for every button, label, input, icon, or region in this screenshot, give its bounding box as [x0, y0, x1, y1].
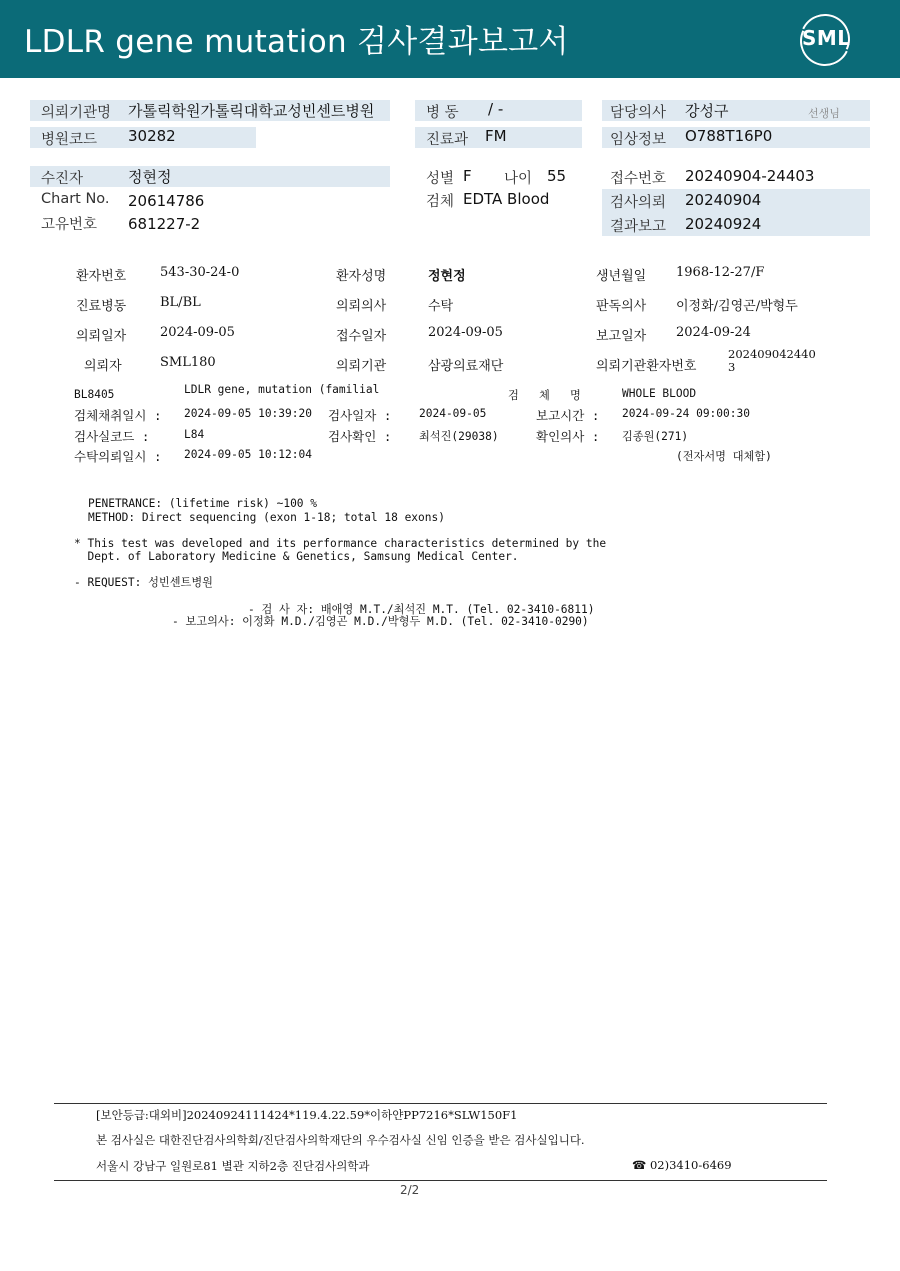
sex-label: 성별	[426, 171, 455, 187]
note-line-1: * This test was developed and its performance characteristics determined by the	[74, 537, 607, 550]
chart-value: 20614786	[128, 192, 205, 210]
reporter-line: - 보고의사: 이정화 M.D./김영곤 M.D./박형두 M.D. (Tel. 02-3410-0290)	[172, 615, 589, 628]
detail-value: 2024-09-05	[428, 325, 503, 340]
bar-patient	[30, 166, 390, 187]
report-time-value: 2024-09-24 09:00:30	[622, 407, 750, 420]
confirm-doc-value: 김종원(271)	[622, 430, 689, 443]
age-value: 55	[547, 167, 567, 185]
detail-label: 판독의사	[596, 299, 647, 314]
detail-label: 의뢰일자	[76, 329, 127, 344]
detail-value: 543-30-24-0	[160, 265, 240, 280]
requester-label: 의뢰기관명	[41, 105, 112, 121]
patient-label: 수진자	[41, 171, 84, 187]
patient-value: 정현정	[128, 168, 172, 186]
confirm-label: 검사확인 :	[328, 429, 392, 444]
ward-value: / -	[488, 100, 504, 118]
report-date-label: 결과보고	[610, 219, 667, 235]
receipt-value: 20240904-24403	[685, 167, 815, 185]
footer-divider-bottom	[54, 1180, 827, 1181]
footer-divider-top	[54, 1103, 827, 1104]
consign-value: 2024-09-05 10:12:04	[184, 448, 312, 461]
specimen-value: EDTA Blood	[463, 190, 550, 208]
report-date-value: 20240924	[685, 215, 762, 233]
detail-value: 2024-09-24	[676, 325, 751, 340]
confirm-value: 최석진(29038)	[419, 430, 499, 443]
esign-note: (전자서명 대체함)	[676, 450, 772, 463]
doctor-label: 담당의사	[610, 105, 667, 121]
requester-value: 가톨릭학원가톨릭대학교성빈센트병원	[128, 102, 375, 120]
report-header	[0, 0, 900, 78]
detail-value: 정현정	[428, 269, 466, 284]
detail-label: 의뢰기관환자번호	[596, 359, 697, 374]
detail-label: 의뢰기관	[336, 359, 387, 374]
detail-value: 삼광의료재단	[428, 359, 504, 374]
receipt-label: 접수번호	[610, 171, 667, 187]
request-date-label: 검사의뢰	[610, 195, 667, 211]
detail-label: 보고일자	[596, 329, 647, 344]
report-time-label: 보고시간 :	[536, 408, 600, 423]
chart-label: Chart No.	[41, 191, 110, 207]
doctor-value: 강성구	[685, 102, 729, 120]
dept-label: 진료과	[426, 132, 469, 148]
detail-label: 접수일자	[336, 329, 387, 344]
page-number: 2/2	[400, 1183, 420, 1197]
detail-value: SML180	[160, 355, 216, 370]
test-code: BL8405	[74, 388, 115, 401]
clinical-label: 임상정보	[610, 132, 667, 148]
ward-label: 병 동	[426, 105, 459, 121]
security-line: [보안등급:대외비]20240924111424*119.4.22.59*이하얀PP7216*SLW150F1	[96, 1108, 518, 1122]
collect-label: 검체채취일시 :	[74, 408, 162, 423]
unique-label: 고유번호	[41, 217, 98, 233]
detail-value: 이정화/김영곤/박형두	[676, 299, 798, 314]
detail-value: 1968-12-27/F	[676, 265, 765, 280]
specimen-label: 검체	[426, 194, 455, 210]
sml-logo	[796, 12, 854, 68]
collect-value: 2024-09-05 10:39:20	[184, 407, 312, 420]
note-line-2: Dept. of Laboratory Medicine & Genetics, Samsung Medical Center.	[74, 550, 519, 563]
phone-line: ☎ 02)3410-6469	[632, 1158, 732, 1172]
sex-value: F	[463, 167, 472, 185]
request-date-value: 20240904	[685, 191, 762, 209]
doctor-suffix: 선생님	[808, 107, 840, 120]
penetrance-line: PENETRANCE: (lifetime risk) ~100 %	[88, 497, 318, 510]
unique-value: 681227-2	[128, 215, 201, 233]
method-line: METHOD: Direct sequencing (exon 1-18; total 18 exons)	[88, 511, 445, 524]
detail-value: 202409042440 3	[728, 347, 816, 374]
specimen-name-value: WHOLE BLOOD	[622, 387, 697, 400]
hospital-code-value: 30282	[128, 127, 176, 145]
dept-value: FM	[485, 127, 507, 145]
detail-label: 생년월일	[596, 269, 647, 284]
consign-label: 수탁의뢰일시 :	[74, 449, 162, 464]
report-title: LDLR gene mutation 검사결과보고서	[24, 24, 569, 60]
lab-code-value: L84	[184, 428, 205, 441]
detail-value: BL/BL	[160, 295, 201, 310]
clinical-value: O788T16P0	[685, 127, 773, 145]
detail-label: 진료병동	[76, 299, 127, 314]
tester-line: - 검 사 자: 배애영 M.T./최석진 M.T. (Tel. 02-3410-6811)	[248, 603, 595, 616]
cert-line: 본 검사실은 대한진단검사의학회/진단검사의학재단의 우수검사실 신임 인증을 받은 검사실입니다.	[96, 1133, 585, 1147]
age-label: 나이	[504, 171, 533, 187]
request-line: - REQUEST: 성빈센트병원	[74, 576, 213, 589]
detail-value: 수탁	[428, 299, 454, 314]
test-date-label: 검사일자 :	[328, 408, 392, 423]
detail-label: 의뢰자	[84, 359, 122, 374]
specimen-name-label: 검 체 명	[508, 389, 581, 402]
detail-label: 의뢰의사	[336, 299, 387, 314]
test-date-value: 2024-09-05	[419, 407, 487, 420]
logo-text: SML	[802, 26, 851, 50]
confirm-doc-label: 확인의사 :	[536, 429, 600, 444]
address-line: 서울시 강남구 일원로81 별관 지하2층 진단검사의학과	[96, 1159, 370, 1173]
lab-code-label: 검사실코드 :	[74, 429, 150, 444]
detail-label: 환자성명	[336, 269, 387, 284]
detail-value: 2024-09-05	[160, 325, 235, 340]
test-name: LDLR gene, mutation (familial	[184, 383, 380, 396]
hospital-code-label: 병원코드	[41, 132, 98, 148]
detail-label: 환자번호	[76, 269, 127, 284]
